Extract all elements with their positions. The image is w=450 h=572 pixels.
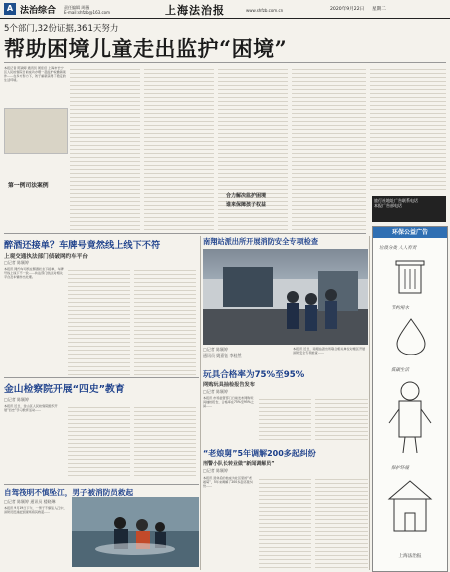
rescue-photo-scene	[72, 497, 199, 567]
lead-headline: 帮助困境儿童走出监护“困境”	[4, 36, 288, 61]
trash-can-icon	[383, 257, 437, 297]
elder-byline: □记者 陈颖婷	[203, 468, 229, 473]
public-ad-caption-1: 垃圾分类 人人有责	[379, 246, 417, 251]
drunk-body-text: 本报讯 网约车司机在醉酒状态下接单，车牌号线上线下不一致……执法部门依法对相关平台及车辆作出处理。	[4, 267, 64, 280]
toy-body	[203, 396, 255, 442]
toy-col-2	[259, 396, 311, 442]
classified-ad-box	[372, 196, 446, 222]
drunk-col-3	[134, 267, 196, 375]
lead-subhead: 第一例司法案例	[8, 183, 49, 189]
jinshan-body-text: 本报讯 近日，金山区人民检察院组织开展“四史”学习教育活动……	[4, 404, 58, 413]
lead-column-2	[70, 66, 140, 230]
drunk-headline: 醉酒还接单？车牌号竟然线上线下不符	[4, 240, 161, 251]
editor-label: 责任编辑 周薇	[64, 5, 90, 10]
masthead-rule	[0, 18, 450, 19]
toy-headline: 玩具合格率为75%至95%	[203, 370, 305, 380]
elder-headline: “老娘舅”5年调解200多起纠纷	[203, 449, 316, 458]
rescue-photo	[72, 497, 199, 567]
toy-col-3	[315, 396, 368, 442]
jinshan-rule	[4, 377, 199, 378]
page-number: A	[6, 4, 14, 13]
elder-body-text: 本报讯 退休后的他成为社区里的“老娘舅”，5年来调解了200多起邻里纠纷……	[203, 476, 253, 489]
date-label: 2020年9月22日	[330, 7, 365, 12]
page-number-badge	[4, 3, 16, 15]
rescue-article	[4, 487, 199, 571]
masthead	[0, 0, 450, 20]
lead-column-3	[144, 66, 214, 230]
fire-headline: 南翔站派出所开展消防安全专项检查	[203, 237, 319, 246]
drunk-body	[4, 267, 64, 375]
lead-body-text: 本报记者 陈颖婷 通讯员 周佳佳 上海市长宁区人民检察院日前成功办理一起监护权撤销案件……在多方努力下，孩子重新获得了稳定的生活环境。	[4, 66, 66, 83]
elder-body	[203, 476, 255, 568]
jinshan-col-3	[134, 404, 196, 478]
ad-line-1: 旅行社地址广告联系电话	[374, 198, 418, 203]
lead-column-6	[370, 66, 446, 190]
jinshan-headline: 金山检察院开展“四史”教育	[4, 384, 125, 395]
drunk-article	[4, 237, 199, 375]
lead-sidehead-1: 合力解决监护困境	[226, 193, 267, 199]
elder-subhead: 刑警小队长转业做“新闻调解员”	[203, 461, 275, 467]
fire-byline-1: □记者 陈颖婷	[203, 347, 229, 352]
jinshan-article	[4, 381, 199, 481]
public-ad-caption-3: 低碳生活	[391, 368, 409, 373]
elder-col-2	[259, 476, 311, 568]
water-drop-icon	[387, 315, 435, 355]
fire-body-text: 本报讯 近日，南翔站派出所联合相关单位对辖区开展消防安全专项检查……	[293, 347, 366, 356]
lead-sidehead-2: 谁来保障孩子权益	[226, 202, 267, 208]
rescue-body-text: 本报讯 9月19日下午，一男子不慎坠入江中，消防员迅速赶到现场将其救起……	[4, 506, 67, 515]
email-label: E-mail:shfzb@163.com	[64, 10, 111, 15]
toy-byline: □记者 陈颖婷	[203, 389, 229, 394]
rescue-rule	[4, 484, 199, 485]
lead-rule	[4, 62, 446, 63]
drunk-subhead: 上观交通执法部门侦破网约车平台	[4, 254, 88, 260]
lead-column-5	[292, 66, 366, 230]
rescue-byline: □记者 陈颖婷 通讯员 楼晓琳	[4, 499, 56, 504]
lead-photo	[4, 108, 68, 154]
paper-name: 上海法治报	[165, 4, 225, 17]
fire-byline-2: 通讯员 姚嘉钰 李桂然	[203, 353, 242, 358]
section-label: 法治综合	[20, 6, 57, 16]
lead-kicker: 5个部门,32份证据,361天努力	[4, 24, 119, 34]
toy-body-text: 本报讯 市场监管部门日前发布网购玩具抽检报告，合格率在75%至95%之间……	[203, 396, 254, 409]
rescue-body	[4, 506, 68, 570]
ad-line-2: 本报广告部电话	[374, 203, 402, 208]
elder-col-3	[315, 476, 368, 568]
public-ad-caption-2: 节约用水	[391, 306, 409, 311]
column-divider-right	[369, 236, 370, 570]
drunk-byline: □记者 陈颖婷	[4, 260, 30, 265]
jinshan-body	[4, 404, 64, 478]
public-ad-panel	[372, 226, 448, 572]
jinshan-byline: □记者 陈颖婷	[4, 397, 30, 402]
toy-subhead: 网购玩具抽检报告发布	[203, 382, 255, 388]
fire-body	[293, 347, 368, 361]
public-ad-footer: 上海法治报	[398, 554, 422, 559]
lead-bottom-rule	[4, 233, 366, 234]
website-label: www.shfzb.com.cn	[246, 8, 284, 13]
figure-doodle-icon	[383, 377, 437, 457]
weekday-label: 星期二	[372, 7, 386, 12]
toy-article	[203, 368, 368, 443]
fire-photo-scene	[203, 249, 368, 345]
jinshan-col-2	[68, 404, 130, 478]
column-divider-left	[200, 236, 201, 570]
fire-photo	[203, 249, 368, 345]
house-icon	[385, 477, 435, 537]
public-ad-caption-4: 保护环境	[391, 466, 409, 471]
elder-article	[203, 448, 368, 570]
rescue-headline: 自驾筏明不慎坠江，男子被消防员救起	[4, 488, 134, 497]
drunk-col-2	[68, 267, 130, 375]
fire-article	[203, 237, 368, 362]
public-ad-title: 环保公益广告	[373, 227, 447, 238]
